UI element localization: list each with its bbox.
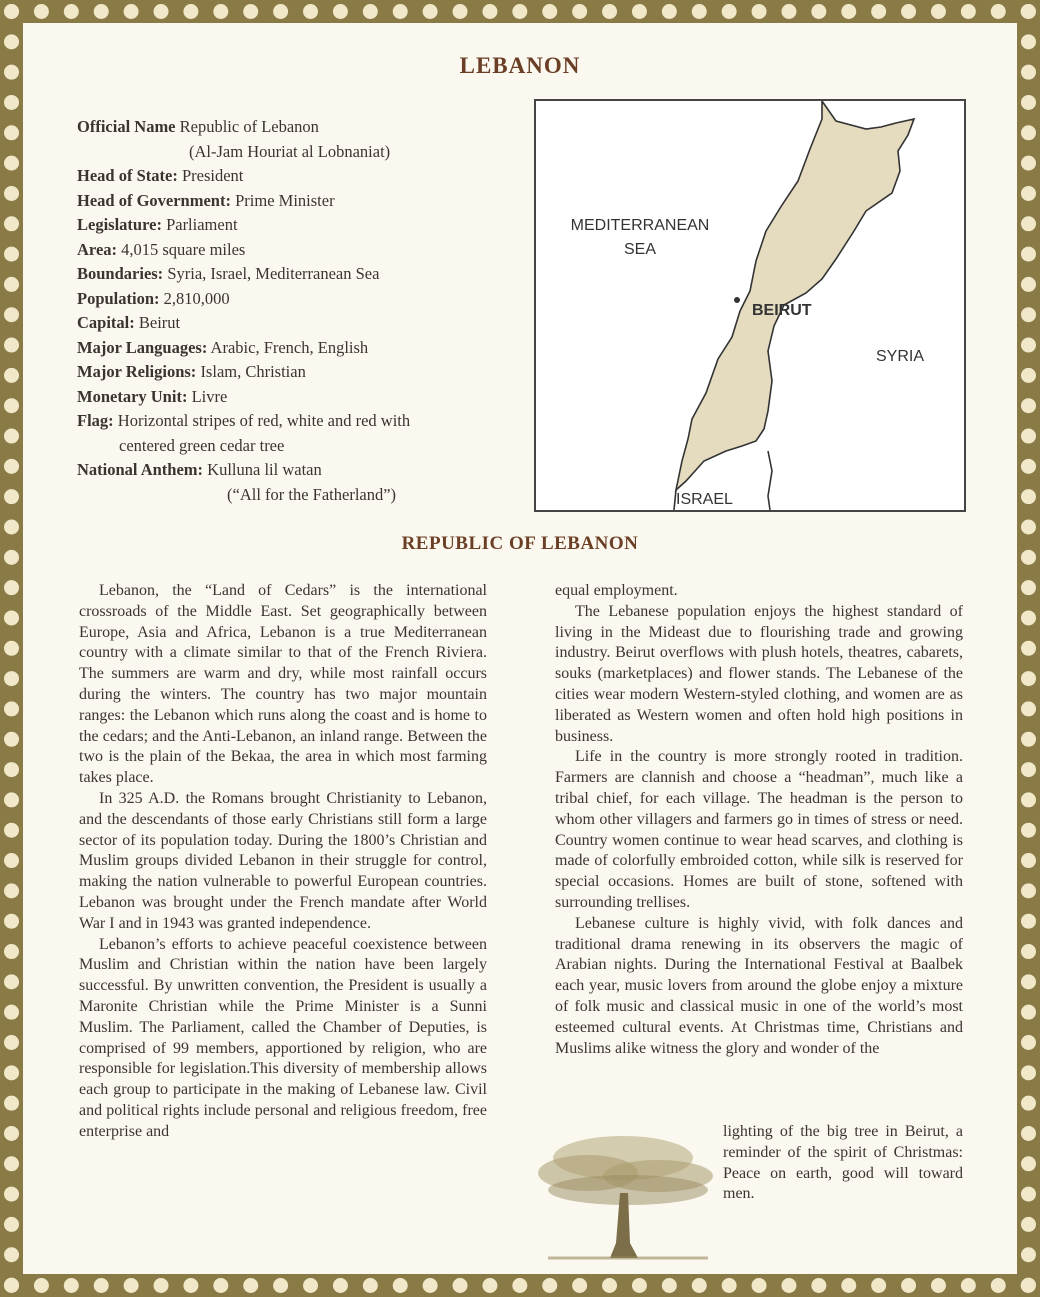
- fact-row: [77, 115, 507, 164]
- fact-key: Major Religions:: [77, 362, 197, 381]
- fact-row: [77, 385, 507, 410]
- text-column-left: [79, 581, 487, 1143]
- paragraph: Life in the country is more strongly rooted in tradition. Farmers are clannish and choose a “headman”, much like a tribal chief, for each village. The headman is the person to whom other villagers and farmers go in times of stress or need. Country women continue to wear head scarves, and clothing is made of colorfully embroided cotton, while silk is reserved for special occasions. Homes are built of stone, softened with surrounding trellises.: [555, 748, 963, 911]
- fact-row: [77, 164, 507, 189]
- fact-row: [77, 287, 507, 312]
- fact-key: Boundaries:: [77, 264, 164, 283]
- fact-value-continued: (Al-Jam Houriat al Lobnaniat): [189, 141, 391, 161]
- paragraph: Lebanese culture is highly vivid, with folk dances and traditional drama renewing in its observers the magic of Arabian nights. During the International Festival at Baalbek each year, music lovers from around the globe enjoy a mixture of folk music and classical music in one of the world’s most esteemed cultural events. At Christmas time, Christians and Muslims alike witness the glory and wonder of the: [555, 914, 963, 1057]
- fact-key: Population:: [77, 288, 160, 308]
- fact-value: Horizontal stripes of red, white and red with: [117, 411, 411, 430]
- fact-row: [77, 458, 507, 507]
- lebanon-territory: [676, 101, 914, 490]
- paragraph: In 325 A.D. the Romans brought Christianity to Lebanon, and the descendants of those early Christians still form a large sector of its population today. During the 1800’s Christian and Muslim groups divided Lebanon in their struggle for control, making the nation vulnerable to powerful European countries. Lebanon was brought under the French mandate after World War I and in 1943 was granted independence.: [79, 789, 487, 932]
- fact-key: Legislature:: [77, 215, 162, 234]
- sea-label-2: SEA: [623, 241, 656, 258]
- map: [534, 99, 966, 512]
- text-column-right-tail: lighting of the big tree in Beirut, a reminder of the spirit of Christmas: Peace on earth, good will toward men.: [723, 1123, 963, 1203]
- fact-value: President: [181, 166, 244, 185]
- border-line-east: [768, 451, 772, 510]
- fact-key: Head of State:: [77, 166, 178, 185]
- fact-value: Arabic, French, English: [210, 337, 369, 357]
- beirut-label: BEIRUT: [752, 302, 812, 319]
- fact-value: Republic of Lebanon: [179, 117, 319, 136]
- fact-value: Kulluna lil watan: [207, 460, 322, 479]
- lebanon-map-svg: [536, 101, 964, 510]
- cedar-tree-illustration: [528, 1118, 728, 1268]
- fact-value-continued: centered green cedar tree: [119, 435, 285, 455]
- israel-label: ISRAEL: [676, 491, 733, 508]
- fact-value: Beirut: [138, 313, 181, 332]
- fact-key: Capital:: [77, 313, 135, 332]
- fact-key: Head of Government:: [77, 190, 231, 210]
- fact-key: Monetary Unit:: [77, 386, 188, 406]
- fact-list: [77, 115, 507, 507]
- fact-value: Parliament: [166, 215, 238, 234]
- fact-value: 4,015 square miles: [121, 239, 246, 259]
- fact-value: Prime Minister: [235, 190, 335, 210]
- fact-key: Area:: [77, 239, 118, 259]
- fact-key: National Anthem:: [77, 460, 204, 479]
- fact-value-continued: (“All for the Fatherland”): [227, 484, 397, 504]
- paragraph: equal employment.: [555, 582, 678, 599]
- fact-row: [77, 360, 507, 385]
- page-title: LEBANON: [459, 53, 581, 78]
- fact-key: Official Name: [77, 117, 176, 136]
- fact-key: Major Languages:: [77, 337, 208, 357]
- fact-row: [77, 262, 507, 287]
- paragraph: Lebanon, the “Land of Cedars” is the international crossroads of the Middle East. Set geographically between Europe, Asia and Africa, Lebanon is a true Mediterranean country with a climate similar to that of the French Riviera. The summers are warm and dry, while most rainfall occurs during the winters. The country has two major mountain ranges: the Lebanon which runs along the coast and is home to the cedars; and the Anti-Lebanon, an inland range. Between the two is the plain of the Bekaa, the area in which most farming takes place.: [79, 582, 487, 787]
- fact-row: [77, 189, 507, 214]
- fact-value: 2,810,000: [163, 288, 230, 308]
- page: [23, 23, 1017, 1274]
- paragraph: The Lebanese population enjoys the highest standard of living in the Mideast due to flourishing trade and growing industry. Beirut overflows with plush hotels, theatres, cabarets, souks (marketplaces) and flower stands. The Lebanese of the cities wear modern Western-styled clothing, and women are as liberated as Western women and often hold high positions in business.: [555, 602, 963, 745]
- fact-value: Syria, Israel, Mediterranean Sea: [167, 264, 380, 283]
- syria-label: SYRIA: [876, 348, 925, 365]
- fact-row: [77, 213, 507, 238]
- beirut-marker: [734, 297, 740, 303]
- section-subtitle: REPUBLIC OF LEBANON: [401, 533, 639, 554]
- fact-row: [77, 238, 507, 263]
- fact-value: Islam, Christian: [200, 362, 306, 381]
- paragraph: Lebanon’s efforts to achieve peaceful coexistence between Muslim and Christian within the nation have been largely successful. By unwritten convention, the President is usually a Maronite Christian while the Prime Minister is a Sunni Muslim. The Parliament, called the Chamber of Deputies, is comprised of 99 members, apportioned by religion, who are responsible for legislation.This diversity of membership allows each group to participate in the making of Lebanese law. Civil and political rights include personal and religious freedom, free enterprise and: [79, 935, 487, 1140]
- fact-value: Livre: [191, 386, 228, 406]
- sea-label-1: MEDITERRANEAN: [570, 217, 710, 234]
- fact-row: [77, 336, 507, 361]
- fact-row: [77, 311, 507, 336]
- fact-row: [77, 409, 507, 458]
- fact-key: Flag:: [77, 411, 114, 430]
- text-column-right: [555, 581, 963, 1059]
